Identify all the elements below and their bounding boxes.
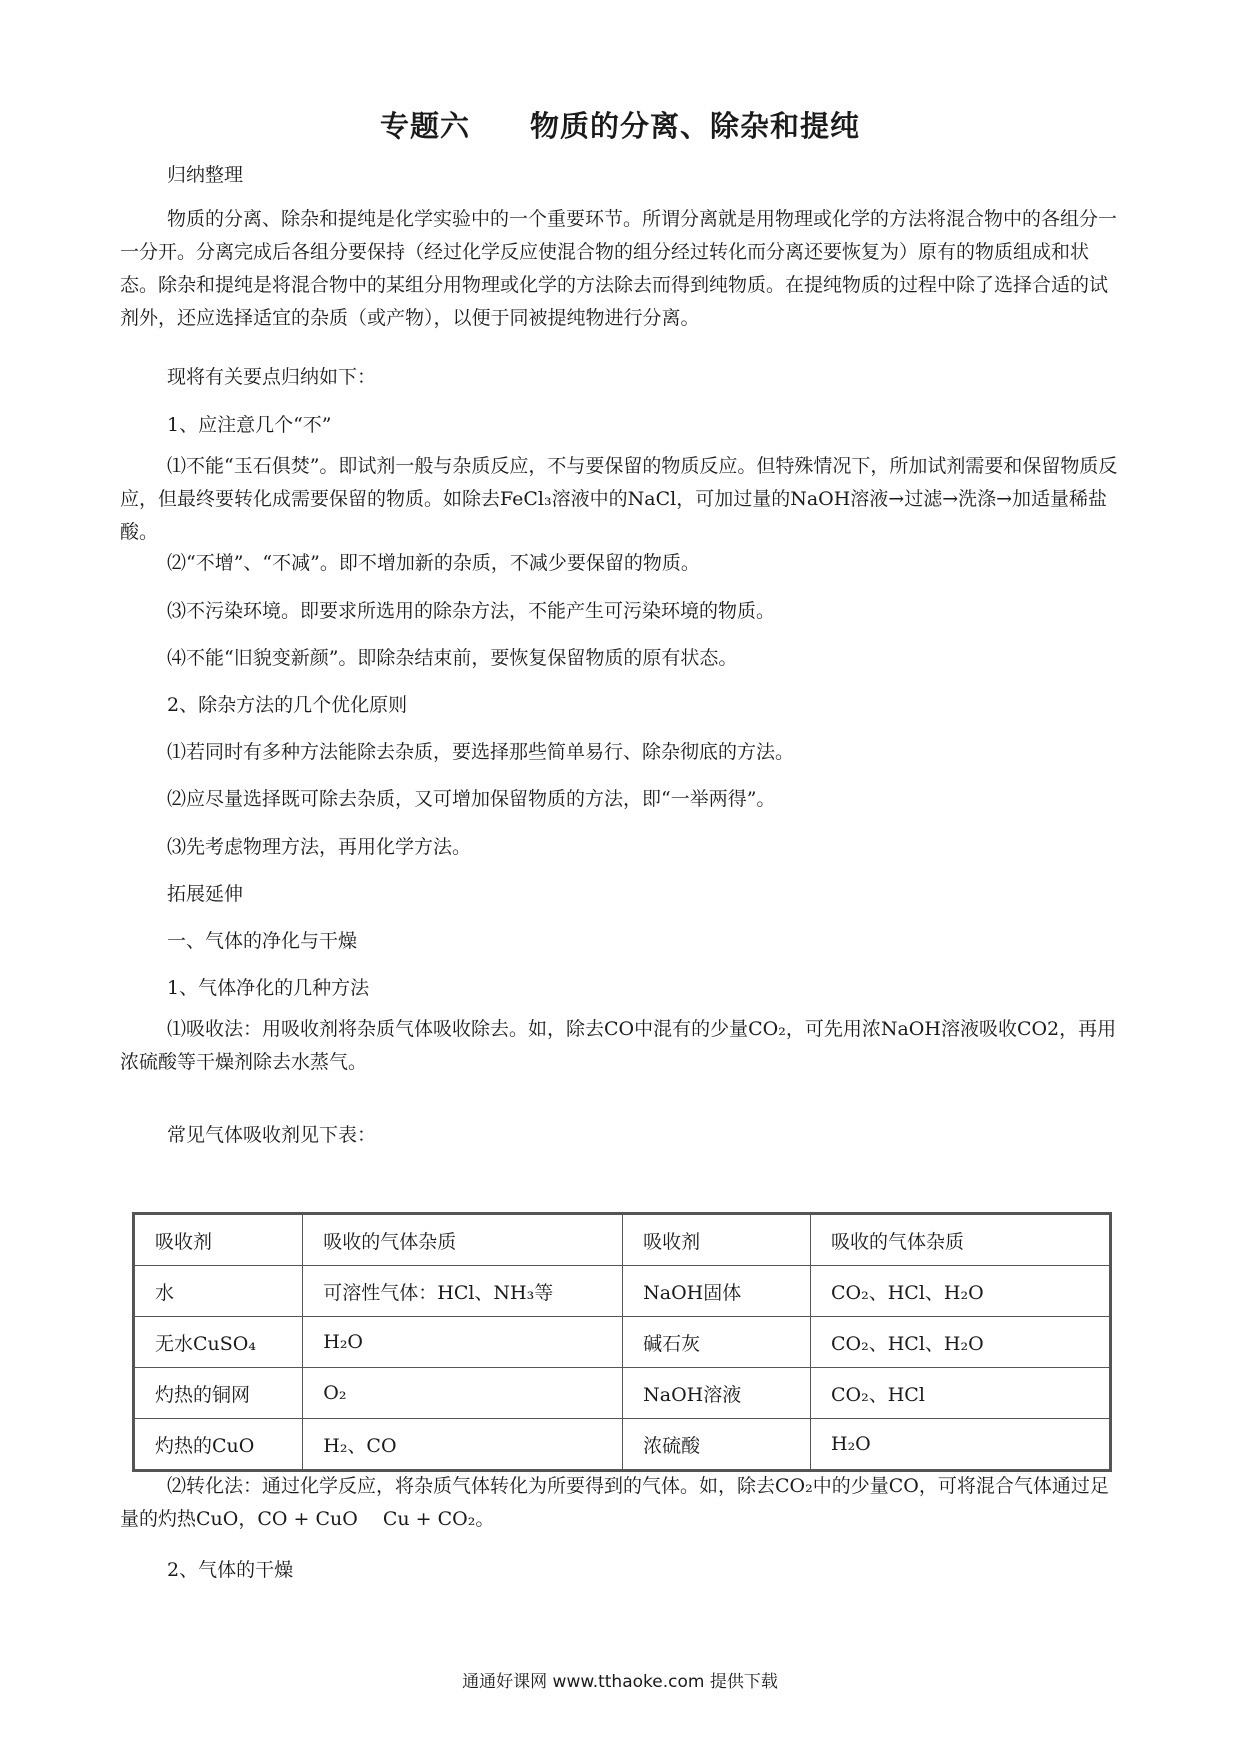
table-cell: CO₂、HCl、H₂O [811, 1266, 1111, 1317]
table-cell: 无水CuSO₄ [134, 1317, 303, 1368]
table-cell: O₂ [303, 1368, 623, 1419]
summary-heading: 归纳整理 [167, 164, 244, 186]
section2-item1: ⑴若同时有多种方法能除去杂质，要选择那些简单易行、除杂彻底的方法。 [167, 741, 795, 763]
table-row [134, 1368, 1111, 1419]
table-row [134, 1266, 1111, 1317]
title-part2: 物质的分离、除杂和提纯 [530, 109, 861, 143]
table-cell: CO₂、HCl [811, 1368, 1111, 1419]
table-header-cell: 吸收的气体杂质 [303, 1214, 623, 1266]
table-cell: 灼热的铜网 [134, 1368, 303, 1419]
table-row [134, 1317, 1111, 1368]
table-cell: CO₂、HCl、H₂O [811, 1317, 1111, 1368]
extension-heading: 拓展延伸 [167, 883, 244, 905]
table-header-cell: 吸收剂 [623, 1214, 811, 1266]
absorb-method: ⑴吸收法：用吸收剂将杂质气体吸收除去。如，除去CO中混有的少量CO₂，可先用浓NaOH溶液吸收CO2，再用浓硫酸等干燥剂除去水蒸气。 [120, 1018, 1117, 1073]
section2-heading: 2、除杂方法的几个优化原则 [167, 694, 408, 716]
purify-heading: 1、气体净化的几种方法 [167, 977, 370, 999]
table-row [134, 1419, 1111, 1471]
drying-heading: 2、气体的干燥 [167, 1559, 294, 1581]
table-header-row [134, 1214, 1111, 1266]
section1-item3: ⑶不污染环境。即要求所选用的除杂方法，不能产生可污染环境的物质。 [167, 600, 776, 622]
section1-item1: ⑴不能“玉石俱焚”。即试剂一般与杂质反应，不与要保留的物质反应。但特殊情况下，所加试剂需要和保留物质反应，但最终要转化成需要保留的物质。如除去FeCl₃溶液中的NaCl，可加过量的NaOH溶液→过滤→洗涤→加适量稀盐酸。 [120, 455, 1118, 543]
table-cell: H₂O [811, 1419, 1111, 1471]
page-footer: 通通好课网 www.tthaoke.com 提供下载 [462, 1672, 778, 1692]
section1-heading: 1、应注意几个“不” [167, 414, 332, 436]
table-cell: 可溶性气体：HCl、NH₃等 [303, 1266, 623, 1317]
section1-item2: ⑵“不增”、“不减”。即不增加新的杂质，不减少要保留的物质。 [167, 552, 700, 574]
table-cell: 碱石灰 [623, 1317, 811, 1368]
table-cell: 灼热的CuO [134, 1419, 303, 1471]
part1-heading: 一、气体的净化与干燥 [167, 930, 358, 952]
table-cell: H₂、CO [303, 1419, 623, 1471]
intro-paragraph: 物质的分离、除杂和提纯是化学实验中的一个重要环节。所谓分离就是用物理或化学的方法将混合物中的各组分一一分开。分离完成后各组分要保持（经过化学反应使混合物的组分经过转化而分离还要恢复为）原有的物质组成和状态。除杂和提纯是将混合物中的某组分用物理或化学的方法除去而得到纯物质。在提纯物质的过程中除了选择合适的试剂外，还应选择适宜的杂质（或产物），以便于同被提纯物进行分离。 [120, 208, 1118, 329]
convert-method: ⑵转化法：通过化学反应，将杂质气体转化为所要得到的气体。如，除去CO₂中的少量CO，可将混合气体通过足量的灼热CuO，CO + CuO Cu + CO₂。 [120, 1475, 1109, 1530]
title-part1: 专题六 [379, 109, 470, 143]
points-intro: 现将有关要点归纳如下： [167, 366, 377, 388]
section2-item3: ⑶先考虑物理方法，再用化学方法。 [167, 836, 472, 858]
section2-item2: ⑵应尽量选择既可除去杂质，又可增加保留物质的方法，即“一举两得”。 [167, 788, 776, 810]
table-cell: NaOH溶液 [623, 1368, 811, 1419]
table-cell: 水 [134, 1266, 303, 1317]
table-header-cell: 吸收剂 [134, 1214, 303, 1266]
section1-item4: ⑷不能“旧貌变新颜”。即除杂结束前，要恢复保留物质的原有状态。 [167, 647, 738, 669]
table-header-cell: 吸收的气体杂质 [811, 1214, 1111, 1266]
table-cell: 浓硫酸 [623, 1419, 811, 1471]
table-cell: NaOH固体 [623, 1266, 811, 1317]
table-intro: 常见气体吸收剂见下表： [167, 1124, 377, 1146]
absorbent-table [132, 1212, 1112, 1472]
page-title [0, 104, 1240, 145]
table-cell: H₂O [303, 1317, 623, 1368]
